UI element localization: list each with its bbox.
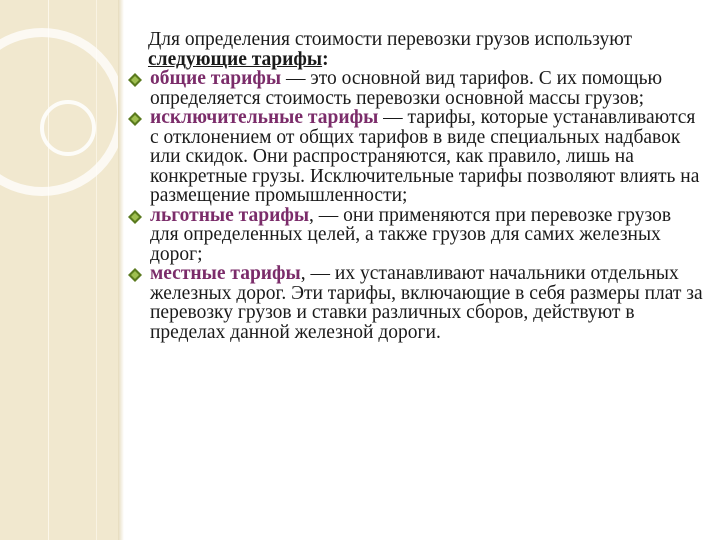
diamond-bullet-icon: [128, 268, 142, 282]
list-item: [128, 264, 703, 342]
intro-colon: :: [322, 48, 329, 70]
intro-text: Для определения стоимости перевозки грузов используют: [148, 29, 633, 50]
list-item: [128, 69, 703, 108]
diamond-bullet-icon: [128, 112, 142, 126]
diamond-bullet-icon: [128, 73, 142, 87]
term-description: , — их устанавливают начальники отдельных железных дорог. Эти тарифы, включающие в себя размеры плат за перевозку грузов и ставки различных сборов, действуют в пределах данной железной дороги.: [150, 263, 703, 343]
diamond-bullet-icon: [128, 210, 142, 224]
intro-highlight: следующие тарифы: [148, 48, 323, 70]
tariff-list: [128, 69, 703, 342]
term-description: — это основной вид тарифов. С их помощью определяется стоимость перевозки основной массы грузов;: [150, 68, 663, 109]
list-item: [128, 108, 703, 206]
term-label: местные тарифы: [150, 263, 301, 284]
term-description: — тарифы, которые устанавливаются с отклонением от общих тарифов в виде специальных надбавок или скидок. Они распространяются, как правило, лишь на конкретные грузы. Исключительные тарифы позволяют влиять на размещение промышленности;: [150, 107, 700, 206]
slide-content: [128, 30, 703, 342]
intro-paragraph: [128, 30, 703, 69]
term-description: , — они применяются при перевозке грузов для определенных целей, а также грузов для самих железных дорог;: [150, 204, 672, 265]
side-decoration-panel: [0, 0, 118, 540]
term-label: исключительные тарифы: [150, 107, 379, 128]
term-label: льготные тарифы: [150, 204, 310, 226]
decorative-ring-small: [40, 100, 96, 156]
term-label: общие тарифы: [150, 68, 282, 89]
list-item: [128, 206, 703, 265]
side-panel-edge: [118, 0, 124, 540]
